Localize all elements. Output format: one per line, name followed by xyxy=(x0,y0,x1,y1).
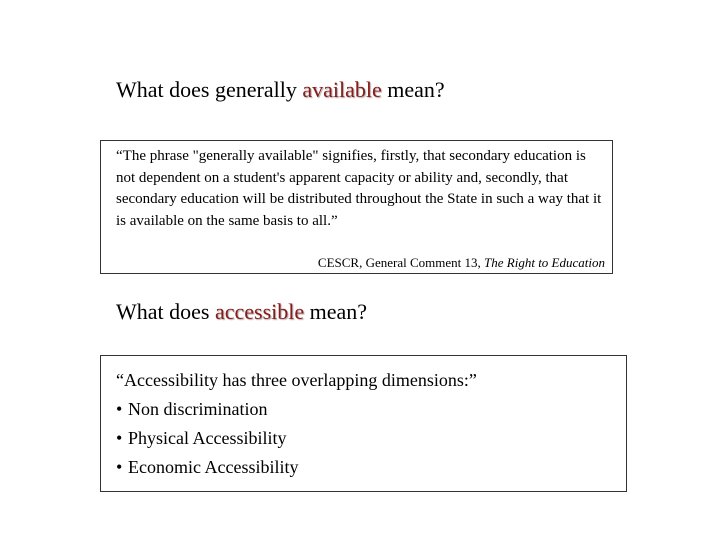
citation-source: CESCR, General Comment 13, xyxy=(317,255,485,270)
list-item xyxy=(116,424,298,453)
list-item-text: Physical Accessibility xyxy=(128,428,287,448)
heading-prefix: What does xyxy=(116,299,215,324)
accessible-keyword: accessible xyxy=(214,299,305,324)
bullet-icon: • xyxy=(116,428,123,448)
heading-suffix: mean? xyxy=(304,299,368,324)
accessibility-quote: “Accessibility has three overlapping dimensions:” xyxy=(116,370,477,390)
list-item-text: Economic Accessibility xyxy=(128,457,299,477)
available-question-heading xyxy=(116,77,445,103)
citation-title: The Right to Education xyxy=(484,255,605,270)
heading-prefix: What does generally xyxy=(116,77,303,102)
citation xyxy=(318,255,605,271)
list-item xyxy=(116,453,298,482)
accessibility-dimensions-list xyxy=(116,395,298,482)
list-item-text: Non discrimination xyxy=(128,399,268,419)
available-keyword: available xyxy=(302,77,382,102)
list-item xyxy=(116,395,298,424)
available-definition-box xyxy=(100,140,613,274)
available-definition-quote: “The phrase "generally available" signifies, firstly, that secondary education is not dependent on a student's apparent capacity or ability and, secondly, that secondary education will be distributed throughout the State in such a way that it is available on the same basis to all.” xyxy=(116,148,602,229)
bullet-icon: • xyxy=(116,399,123,419)
accessibility-box xyxy=(100,355,627,492)
accessible-question-heading xyxy=(116,299,367,325)
bullet-icon: • xyxy=(116,457,123,477)
heading-suffix: mean? xyxy=(381,77,445,102)
